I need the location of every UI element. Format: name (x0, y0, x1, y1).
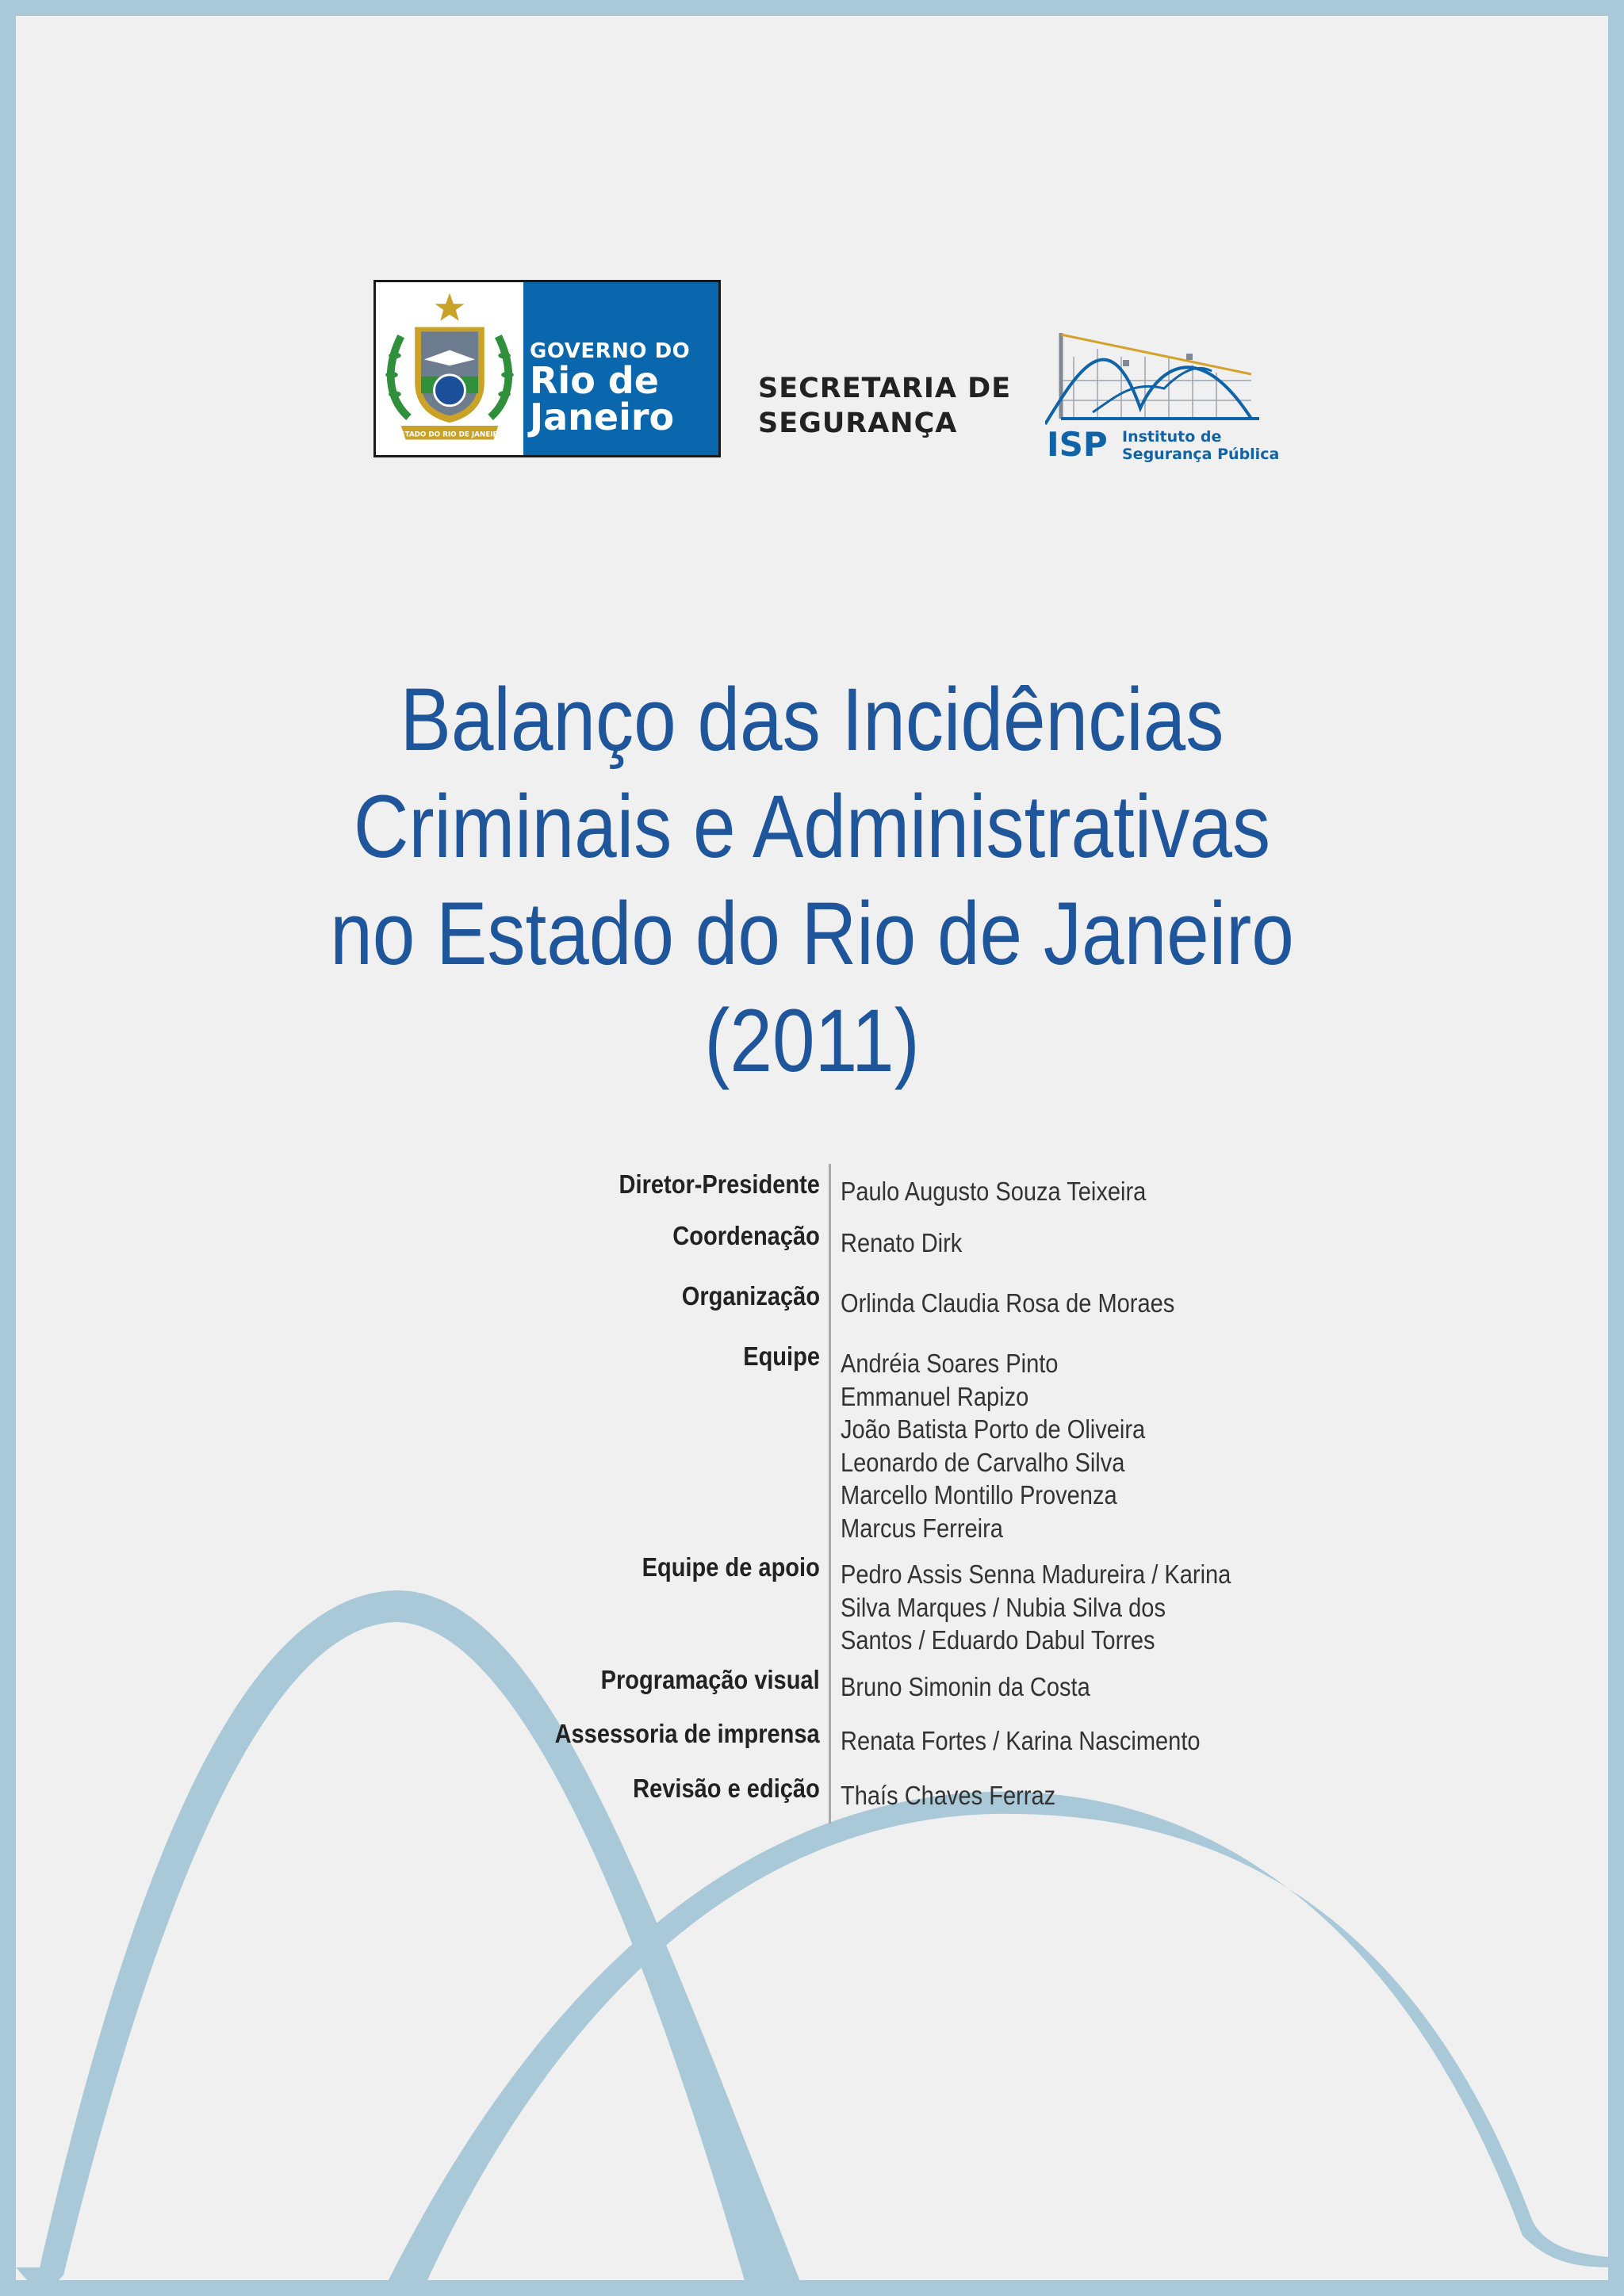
title-line4: (2011) (704, 991, 920, 1090)
secretaria-line1: SECRETARIA DE (758, 373, 1012, 404)
isp-name-line2: Segurança Pública (1122, 446, 1280, 463)
credit-name: Renata Fortes / Karina Nascimento (841, 1726, 1201, 1755)
gov-logo-line3: Janeiro (530, 396, 675, 438)
credit-names (841, 1287, 1174, 1320)
credit-role: Equipe de apoio (642, 1552, 820, 1582)
credit-names (841, 1724, 1201, 1758)
title-line2: Criminais e Administrativas (353, 777, 1271, 876)
credit-name: João Batista Porto de Oliveira (841, 1414, 1146, 1444)
governo-rio-logo (373, 280, 721, 457)
credit-role: Assessoria de imprensa (554, 1719, 820, 1748)
credit-names (841, 1347, 1145, 1544)
isp-name-line1: Instituto de (1122, 428, 1222, 446)
title-line1: Balanço das Incidências (400, 670, 1224, 769)
credit-role: Organização (681, 1281, 820, 1311)
isp-logo-graphic-icon (1045, 325, 1264, 428)
credit-role: Equipe (743, 1341, 820, 1371)
coat-of-arms-icon (376, 282, 523, 455)
credit-name: Marcello Montillo Provenza (841, 1480, 1117, 1510)
credit-name: Silva Marques / Nubia Silva dos (841, 1592, 1166, 1622)
credits-divider (829, 1164, 831, 1823)
title-line3: no Estado do Rio de Janeiro (330, 884, 1294, 983)
credit-role: Programação visual (600, 1665, 820, 1694)
secretaria-line2: SEGURANÇA (758, 408, 958, 439)
credit-name: Paulo Augusto Souza Teixeira (841, 1177, 1147, 1206)
credit-names (841, 1226, 962, 1260)
credit-name: Orlinda Claudia Rosa de Moraes (841, 1288, 1175, 1318)
credit-name: Emmanuel Rapizo (841, 1381, 1029, 1411)
credit-names (841, 1558, 1231, 1657)
credit-name: Santos / Eduardo Dabul Torres (841, 1625, 1155, 1655)
seal-text: ESTADO DO RIO DE JANEIRO (395, 430, 504, 439)
credit-names (841, 1175, 1146, 1208)
credit-names (841, 1779, 1055, 1812)
credit-name: Thaís Chaves Ferraz (841, 1781, 1056, 1810)
credit-name: Bruno Simonin da Costa (841, 1672, 1090, 1701)
credit-role: Coordenação (672, 1221, 820, 1250)
credit-name: Renato Dirk (841, 1228, 963, 1257)
credit-role: Diretor-Presidente (619, 1169, 820, 1199)
gov-logo-line1: GOVERNO DO (530, 339, 691, 363)
credit-name: Pedro Assis Senna Madureira / Karina (841, 1559, 1231, 1589)
document-title (318, 666, 1305, 1094)
credit-names (841, 1670, 1090, 1704)
isp-logo-abbr: ISP (1047, 425, 1108, 464)
gov-logo-line2: Rio de (530, 359, 659, 402)
credit-name: Leonardo de Carvalho Silva (841, 1447, 1125, 1477)
credit-name: Marcus Ferreira (841, 1513, 1003, 1543)
secretaria-logo-text (758, 371, 1011, 441)
isp-logo-name (1122, 428, 1279, 463)
credit-role: Revisão e edição (633, 1774, 820, 1803)
credit-name: Andréia Soares Pinto (841, 1349, 1059, 1378)
